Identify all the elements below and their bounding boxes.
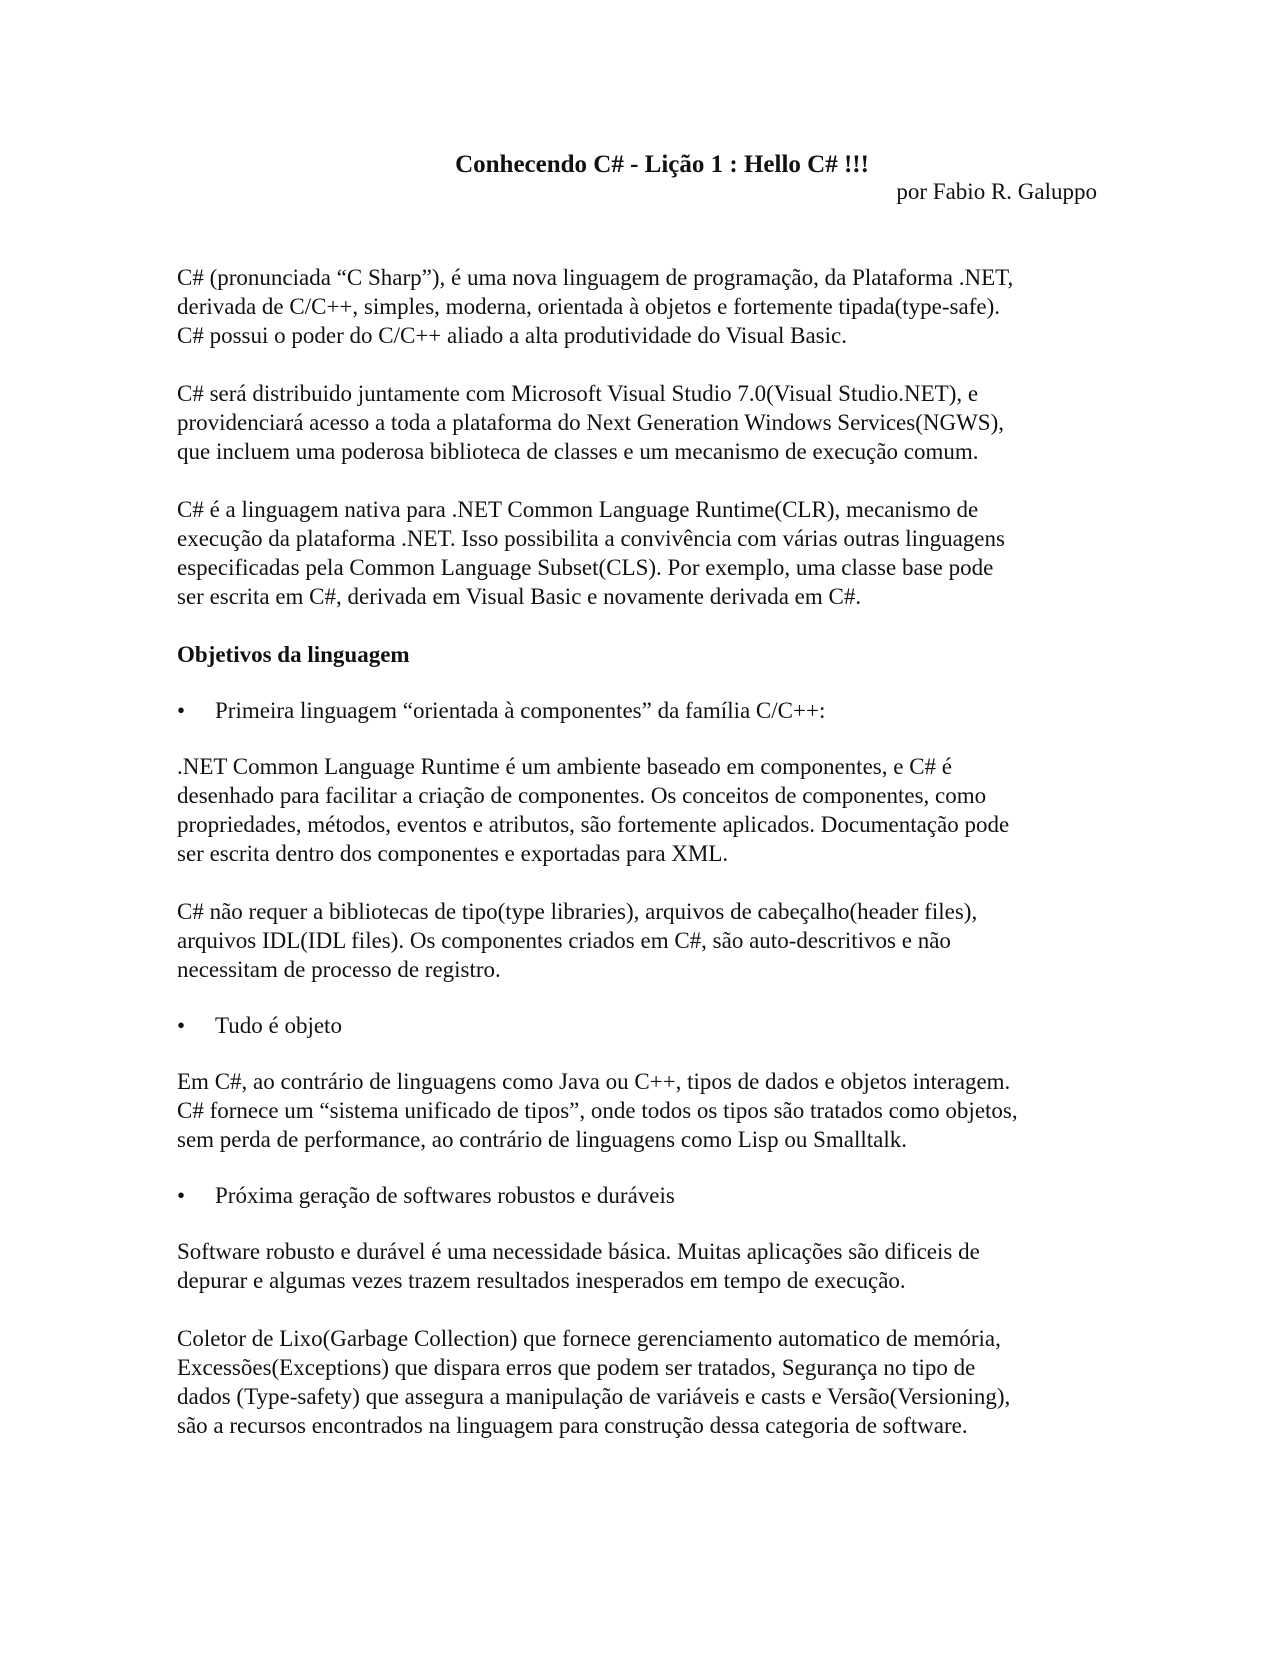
text-line: execução da plataforma .NET. Isso possibilita a convivência com várias outras linguagens [177, 526, 1005, 551]
spacer [177, 350, 1097, 379]
bullet-3-paragraph-1 [177, 1237, 1097, 1295]
bullet-label: Tudo é objeto [215, 1013, 342, 1038]
bullet-icon: • [177, 1013, 186, 1038]
spacer [177, 1154, 1097, 1181]
section-heading: Objetivos da linguagem [177, 642, 410, 667]
bullet-label: Próxima geração de softwares robustos e duráveis [215, 1183, 675, 1208]
text-line: Excessões(Exceptions) que dispara erros que podem ser tratados, Segurança no tipo de [177, 1355, 976, 1380]
bullet-2-paragraph-1 [177, 1067, 1097, 1154]
text-line: Em C#, ao contrário de linguagens como Java ou C++, tipos de dados e objetos interagem. [177, 1069, 1011, 1094]
text-line: providenciará acesso a toda a plataforma do Next Generation Windows Services(NGWS), [177, 410, 1005, 435]
text-line: sem perda de performance, ao contrário de linguagens como Lisp ou Smalltalk. [177, 1127, 908, 1152]
bullet-3-paragraph-2 [177, 1324, 1097, 1440]
text-line: derivada de C/C++, simples, moderna, orientada à objetos e fortemente tipada(type-safe). [177, 294, 1000, 319]
text-line: C# possui o poder do C/C++ aliado a alta produtividade do Visual Basic. [177, 323, 847, 348]
document-author: por Fabio R. Galuppo [896, 179, 1097, 204]
document-page [177, 150, 1097, 1440]
spacer [177, 1040, 1097, 1067]
intro-paragraph-3 [177, 495, 1097, 611]
text-line: C# será distribuido juntamente com Microsoft Visual Studio 7.0(Visual Studio.NET), e [177, 381, 979, 406]
text-line: dados (Type-safety) que assegura a manipulação de variáveis e casts e Versão(Versioning), [177, 1384, 1011, 1409]
text-line: propriedades, métodos, eventos e atributos, são fortemente aplicados. Documentação pode [177, 812, 1010, 837]
bullet-item-1 [177, 696, 1097, 725]
spacer [177, 1295, 1097, 1324]
bullet-item-2 [177, 1011, 1097, 1040]
text-line: que incluem uma poderosa biblioteca de classes e um mecanismo de execução comum. [177, 439, 979, 464]
text-line: desenhado para facilitar a criação de componentes. Os conceitos de componentes, como [177, 783, 987, 808]
text-line: necessitam de processo de registro. [177, 957, 501, 982]
bullet-1-paragraph-1 [177, 752, 1097, 868]
spacer [177, 984, 1097, 1011]
spacer [177, 868, 1097, 897]
text-line: C# fornece um “sistema unificado de tipos”, onde todos os tipos são tratados como objetos, [177, 1098, 1018, 1123]
spacer [177, 725, 1097, 752]
spacer [177, 1210, 1097, 1237]
spacer [177, 466, 1097, 495]
text-line: .NET Common Language Runtime é um ambiente baseado em componentes, e C# é [177, 754, 952, 779]
spacer [177, 669, 1097, 696]
bullet-label: Primeira linguagem “orientada à componentes” da família C/C++: [215, 698, 826, 723]
spacer [177, 206, 1097, 263]
text-line: ser escrita dentro dos componentes e exportadas para XML. [177, 841, 729, 866]
bullet-1-paragraph-2 [177, 897, 1097, 984]
bullet-icon: • [177, 698, 186, 723]
intro-paragraph-1 [177, 263, 1097, 350]
text-line: arquivos IDL(IDL files). Os componentes criados em C#, são auto-descritivos e não [177, 928, 951, 953]
text-line: depurar e algumas vezes trazem resultados inesperados em tempo de execução. [177, 1268, 906, 1293]
text-line: C# (pronunciada “C Sharp”), é uma nova linguagem de programação, da Plataforma .NET, [177, 265, 1014, 290]
text-line: especificadas pela Common Language Subset(CLS). Por exemplo, uma classe base pode [177, 555, 994, 580]
text-line: C# não requer a bibliotecas de tipo(type libraries), arquivos de cabeçalho(header files), [177, 899, 978, 924]
document-title: Conhecendo C# - Lição 1 : Hello C# !!! [455, 151, 869, 178]
text-line: ser escrita em C#, derivada em Visual Basic e novamente derivada em C#. [177, 584, 862, 609]
bullet-item-3 [177, 1181, 1097, 1210]
bullet-icon: • [177, 1183, 186, 1208]
text-line: C# é a linguagem nativa para .NET Common Language Runtime(CLR), mecanismo de [177, 497, 979, 522]
text-line: são a recursos encontrados na linguagem para construção dessa categoria de software. [177, 1413, 968, 1438]
intro-paragraph-2 [177, 379, 1097, 466]
text-line: Coletor de Lixo(Garbage Collection) que fornece gerenciamento automatico de memória, [177, 1326, 1001, 1351]
text-line: Software robusto e durável é uma necessidade básica. Muitas aplicações são dificeis de [177, 1239, 980, 1264]
spacer [177, 611, 1097, 640]
